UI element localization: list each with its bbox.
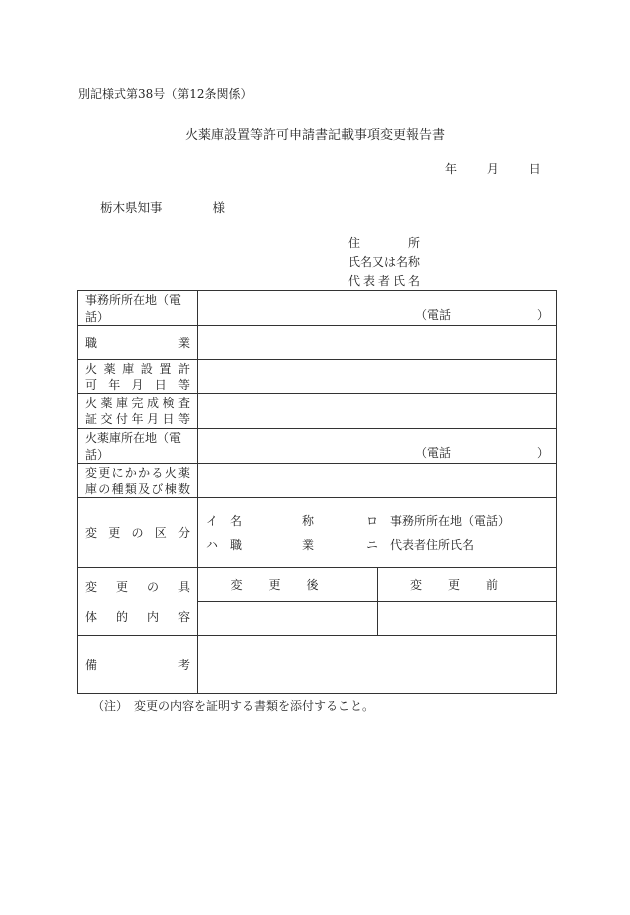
- row-office-location: [78, 291, 557, 326]
- row-details-header: [78, 568, 557, 602]
- remarks-label: 備 考: [78, 636, 198, 694]
- row-kind-count: [78, 464, 557, 498]
- date-day: 日: [528, 162, 541, 176]
- category-option-ni[interactable]: ニ 代表者住所氏名: [366, 537, 475, 552]
- remarks-field[interactable]: [198, 636, 557, 694]
- permit-date-label: 火薬庫設置許 可年月日等: [78, 360, 198, 394]
- applicant-representative-label: 代表者氏名: [348, 274, 420, 288]
- row-remarks: [78, 636, 557, 694]
- permit-date-field[interactable]: [198, 360, 557, 394]
- category-option-ha[interactable]: ハ 職 業: [206, 537, 315, 552]
- inspection-label: 火薬庫完成検査 証交付年月日等: [78, 394, 198, 429]
- applicant-address-label: 住 所: [348, 236, 420, 250]
- row-category: [78, 498, 557, 568]
- office-phone: （電話 ）: [414, 308, 549, 322]
- after-field[interactable]: [198, 602, 378, 636]
- kind-count-field[interactable]: [198, 464, 557, 498]
- category-option-i[interactable]: イ 名 称: [206, 513, 315, 528]
- row-occupation: [78, 326, 557, 360]
- applicant-name-label: 氏名又は名称: [348, 255, 421, 269]
- date-month: 月: [486, 162, 499, 176]
- office-location-label: 事務所所在地（電話）: [78, 291, 198, 326]
- addressee-name: 栃木県知事: [100, 200, 163, 215]
- inspection-field[interactable]: [198, 394, 557, 429]
- occupation-field[interactable]: [198, 326, 557, 360]
- category-label: 変更の区分: [78, 498, 198, 568]
- category-option-ro[interactable]: ロ 事務所所在地（電話）: [366, 513, 511, 528]
- row-magazine-location: [78, 429, 557, 464]
- magazine-location-label: 火薬庫所在地（電話）: [78, 429, 198, 464]
- footnote: （注） 変更の内容を証明する書類を添付すること。: [92, 699, 375, 713]
- category-options: [198, 498, 557, 568]
- details-label: 変更の具 体的内容: [78, 568, 198, 636]
- row-inspection: [78, 394, 557, 429]
- office-location-field[interactable]: [198, 291, 557, 326]
- row-permit-date: [78, 360, 557, 394]
- applicant-block: [348, 234, 420, 291]
- magazine-location-field[interactable]: [198, 429, 557, 464]
- after-header: 変更後: [198, 568, 378, 602]
- date-year: 年: [445, 162, 458, 176]
- before-header: 変更前: [378, 568, 557, 602]
- magazine-phone: （電話 ）: [414, 446, 549, 460]
- before-field[interactable]: [378, 602, 557, 636]
- addressee: [100, 198, 225, 216]
- form-number: 別記様式第38号（第12条関係）: [78, 87, 253, 101]
- document-title: 火薬庫設置等許可申請書記載事項変更報告書: [184, 128, 445, 143]
- kind-count-label: 変更にかかる火薬 庫の種類及び棟数: [78, 464, 198, 498]
- occupation-label: 職 業: [78, 326, 198, 360]
- date-line: [445, 160, 541, 177]
- report-form-table: [77, 290, 557, 694]
- addressee-honorific: 様: [212, 200, 226, 215]
